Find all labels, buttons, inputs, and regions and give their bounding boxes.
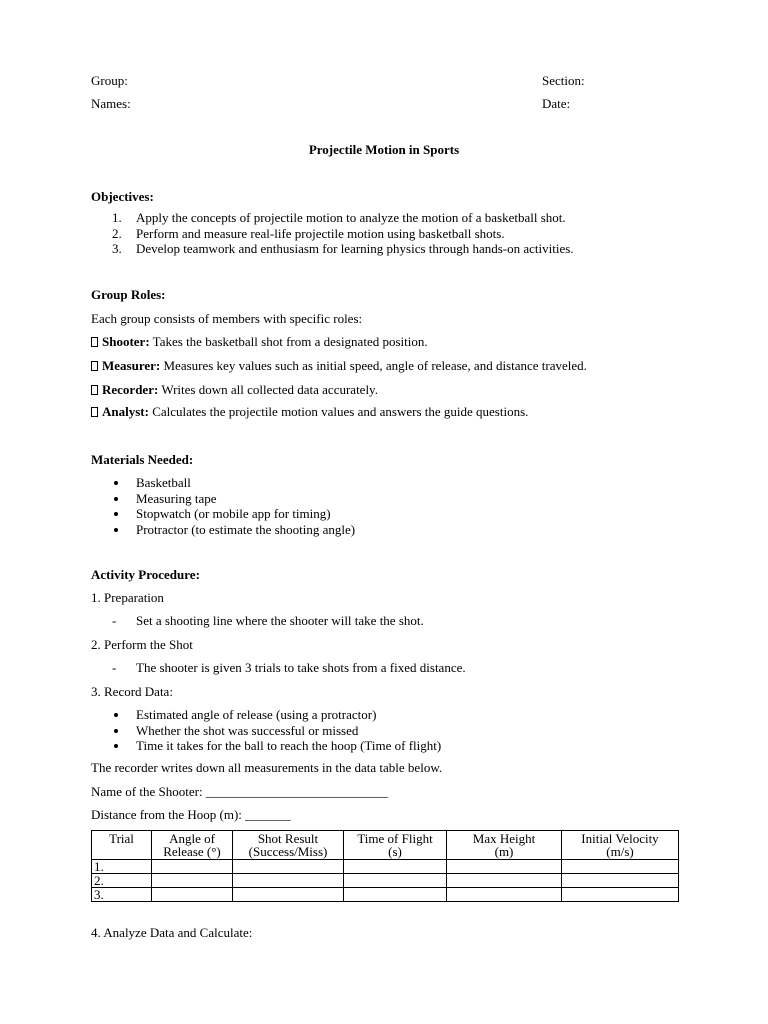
dash-icon: - bbox=[112, 660, 117, 675]
header-initial-velocity: Initial Velocity (m/s) bbox=[562, 831, 679, 860]
role-name: Measurer: bbox=[102, 358, 161, 373]
checkbox-icon bbox=[91, 361, 98, 371]
trial-cell: 3. bbox=[92, 888, 152, 902]
list-item bbox=[91, 723, 441, 739]
step-record: 3. Record Data: bbox=[91, 684, 173, 699]
step-analyze: 4. Analyze Data and Calculate: bbox=[91, 925, 253, 940]
group-roles-intro: Each group consists of members with specific roles: bbox=[91, 311, 363, 326]
record-text: Whether the shot was successful or missed bbox=[136, 722, 359, 738]
table-cell[interactable] bbox=[233, 860, 344, 874]
record-list bbox=[91, 707, 441, 754]
role-shooter bbox=[91, 334, 428, 349]
dash-icon: - bbox=[112, 613, 117, 628]
section-label: Section: bbox=[542, 73, 585, 88]
step-perform-detail bbox=[91, 660, 466, 675]
materials-heading: Materials Needed: bbox=[91, 452, 194, 467]
checkbox-icon bbox=[91, 385, 98, 395]
materials-list bbox=[91, 475, 355, 537]
step-detail-text: Set a shooting line where the shooter will take the shot. bbox=[136, 613, 424, 628]
bullet-icon bbox=[114, 744, 118, 748]
role-measurer bbox=[91, 358, 587, 373]
material-text: Basketball bbox=[136, 475, 191, 490]
list-item bbox=[91, 506, 355, 522]
bullet-icon bbox=[114, 481, 118, 485]
table-cell[interactable] bbox=[344, 860, 447, 874]
group-label: Group: bbox=[91, 73, 128, 88]
bullet-icon bbox=[114, 497, 118, 501]
material-text: Stopwatch (or mobile app for timing) bbox=[136, 506, 331, 521]
distance-field: Distance from the Hoop (m): _______ bbox=[91, 807, 291, 822]
role-desc: Takes the basketball shot from a designated position. bbox=[149, 334, 428, 349]
objective-text: Perform and measure real-life projectile motion using basketball shots. bbox=[136, 225, 505, 241]
table-cell[interactable] bbox=[562, 860, 679, 874]
header-max-height: Max Height (m) bbox=[447, 831, 562, 860]
role-name: Recorder: bbox=[102, 382, 159, 397]
material-text: Protractor (to estimate the shooting angle) bbox=[136, 521, 356, 537]
table-cell[interactable] bbox=[447, 874, 562, 888]
table-cell[interactable] bbox=[344, 874, 447, 888]
bullet-icon bbox=[114, 528, 118, 532]
table-cell[interactable] bbox=[152, 874, 233, 888]
header-time-of-flight: Time of Flight (s) bbox=[344, 831, 447, 860]
bullet-icon bbox=[114, 713, 118, 717]
group-roles-heading: Group Roles: bbox=[91, 287, 166, 302]
step-preparation-detail bbox=[91, 613, 424, 628]
table-cell[interactable] bbox=[233, 874, 344, 888]
table-row bbox=[92, 888, 679, 902]
recorder-note: The recorder writes down all measurements in the data table below. bbox=[91, 760, 443, 775]
list-item bbox=[91, 475, 355, 491]
table-cell[interactable] bbox=[447, 860, 562, 874]
list-item bbox=[91, 522, 355, 538]
names-label: Names: bbox=[91, 96, 131, 111]
role-desc: Calculates the projectile motion values and answers the guide questions. bbox=[148, 404, 529, 419]
objectives-list bbox=[91, 210, 574, 257]
table-cell[interactable] bbox=[447, 888, 562, 902]
objective-number: 1. bbox=[112, 210, 122, 225]
table-cell[interactable] bbox=[152, 860, 233, 874]
table-cell[interactable] bbox=[152, 888, 233, 902]
page-title: Projectile Motion in Sports bbox=[308, 142, 460, 157]
record-text: Time it takes for the ball to reach the hoop (Time of flight) bbox=[136, 738, 442, 753]
role-recorder bbox=[91, 382, 378, 397]
step-detail-text: The shooter is given 3 trials to take shots from a fixed distance. bbox=[136, 660, 466, 675]
shooter-name-field: Name of the Shooter: ____________________________ bbox=[91, 784, 388, 799]
table-cell[interactable] bbox=[233, 888, 344, 902]
header-shot-result: Shot Result (Success/Miss) bbox=[233, 831, 344, 860]
table-cell[interactable] bbox=[344, 888, 447, 902]
table-row bbox=[92, 874, 679, 888]
role-desc: Measures key values such as initial speed, angle of release, and distance traveled. bbox=[160, 358, 587, 373]
checkbox-icon bbox=[91, 407, 98, 417]
list-item bbox=[91, 738, 441, 754]
objective-text: Develop teamwork and enthusiasm for learning physics through hands-on activities. bbox=[136, 241, 574, 256]
objective-item bbox=[91, 241, 574, 257]
table-header-row bbox=[92, 831, 679, 860]
objective-item bbox=[91, 226, 574, 242]
bullet-icon bbox=[114, 512, 118, 516]
checkbox-icon bbox=[91, 337, 98, 347]
procedure-heading: Activity Procedure: bbox=[91, 567, 200, 582]
header-angle: Angle of Release (°) bbox=[152, 831, 233, 860]
role-name: Analyst: bbox=[102, 404, 149, 419]
trial-cell: 1. bbox=[92, 860, 152, 874]
header-trial: Trial bbox=[92, 831, 152, 860]
role-name: Shooter: bbox=[102, 334, 150, 349]
role-desc: Writes down all collected data accurately. bbox=[158, 382, 378, 397]
objective-item bbox=[91, 210, 574, 226]
material-text: Measuring tape bbox=[136, 490, 217, 506]
record-text: Estimated angle of release (using a protractor) bbox=[136, 707, 377, 722]
step-perform: 2. Perform the Shot bbox=[91, 637, 193, 652]
table-cell[interactable] bbox=[562, 874, 679, 888]
trial-cell: 2. bbox=[92, 874, 152, 888]
list-item bbox=[91, 491, 355, 507]
objective-number: 2. bbox=[112, 225, 122, 241]
table-row bbox=[92, 860, 679, 874]
objective-number: 3. bbox=[112, 241, 122, 256]
role-analyst bbox=[91, 404, 528, 419]
data-table bbox=[91, 830, 679, 902]
date-label: Date: bbox=[542, 96, 571, 111]
step-preparation: 1. Preparation bbox=[91, 590, 164, 605]
bullet-icon bbox=[114, 729, 118, 733]
table-cell[interactable] bbox=[562, 888, 679, 902]
objective-text: Apply the concepts of projectile motion to analyze the motion of a basketball shot. bbox=[136, 210, 566, 225]
objectives-heading: Objectives: bbox=[91, 189, 154, 204]
list-item bbox=[91, 707, 441, 723]
